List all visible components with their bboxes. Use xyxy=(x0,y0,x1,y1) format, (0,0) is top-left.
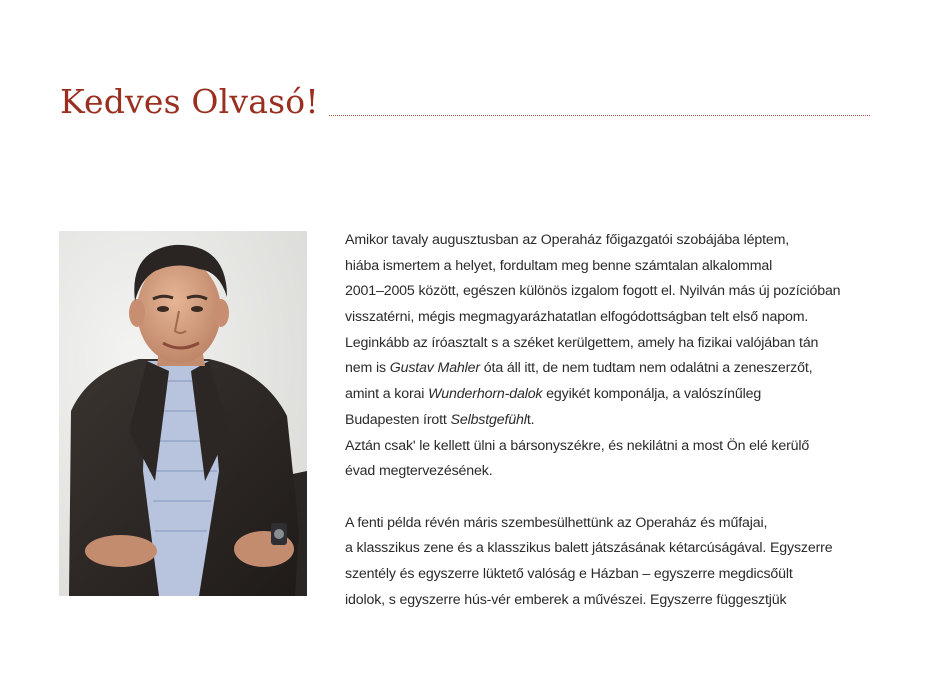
page-heading: Kedves Olvasó! xyxy=(60,82,319,121)
italic-title: Wunderhorn-dalok xyxy=(428,386,543,403)
heading-row xyxy=(60,78,870,122)
text-segment: szentély és egyszerre lüktető valóság e Házban – egyszerre megdicsőült xyxy=(345,565,793,582)
text-segment: amint a korai xyxy=(345,386,429,403)
text-segment: a klasszikus zene és a klasszikus balett játszásának kétarcúságával. Egyszerre xyxy=(345,540,833,557)
text-segment: A fenti példa révén máris szembesülhettünk az Operaház és műfajai, xyxy=(345,514,768,531)
intro-letter-text xyxy=(345,228,875,613)
text-segment: Aztán csak' le kellett ülni a bársonyszékre, és nekilátni a most Ön elé kerülő xyxy=(345,437,810,454)
text-line xyxy=(345,254,875,280)
text-line xyxy=(345,382,875,408)
paragraph-gap xyxy=(345,485,875,511)
text-line xyxy=(345,331,875,357)
text-line xyxy=(345,536,875,562)
text-line xyxy=(345,562,875,588)
text-segment: Budapesten írott xyxy=(345,411,451,428)
text-line xyxy=(345,511,875,537)
italic-title: Gustav Mahler xyxy=(389,360,480,377)
text-segment: hiába ismertem a helyet, fordultam meg benne számtalan alkalommal xyxy=(345,257,773,274)
text-segment: évad megtervezésének. xyxy=(345,463,493,480)
dotted-rule xyxy=(329,115,870,116)
text-line xyxy=(345,228,875,254)
text-line xyxy=(345,279,875,305)
portrait-photo xyxy=(59,231,307,596)
text-segment: Leginkább az íróasztalt s a széket kerülgettem, amely ha fizikai valójában tán xyxy=(345,334,819,351)
text-line xyxy=(345,459,875,485)
text-segment: idolok, s egyszerre hús-vér emberek a művészei. Egyszerre függesztjük xyxy=(345,591,787,608)
text-segment: 2001–2005 között, egészen különös izgalom fogott el. Nyilván más új pozícióban xyxy=(345,283,841,300)
text-line xyxy=(345,305,875,331)
text-line xyxy=(345,588,875,614)
text-line xyxy=(345,434,875,460)
text-line xyxy=(345,408,875,434)
text-segment: visszatérni, mégis megmagyarázhatatlan elfogódottságban telt első napom. xyxy=(345,309,809,326)
text-segment: egyikét komponálja, a valószínűleg xyxy=(542,386,762,403)
text-segment: t. xyxy=(526,411,535,428)
text-segment: nem is xyxy=(345,360,390,377)
text-segment: óta áll itt, de nem tudtam nem odalátni a zeneszerzőt, xyxy=(480,360,813,377)
text-line xyxy=(345,356,875,382)
text-segment: Amikor tavaly augusztusban az Operaház főigazgatói szobájába léptem, xyxy=(345,232,790,248)
italic-title: Selbstgefühl xyxy=(450,411,527,428)
portrait-illustration xyxy=(59,231,307,596)
